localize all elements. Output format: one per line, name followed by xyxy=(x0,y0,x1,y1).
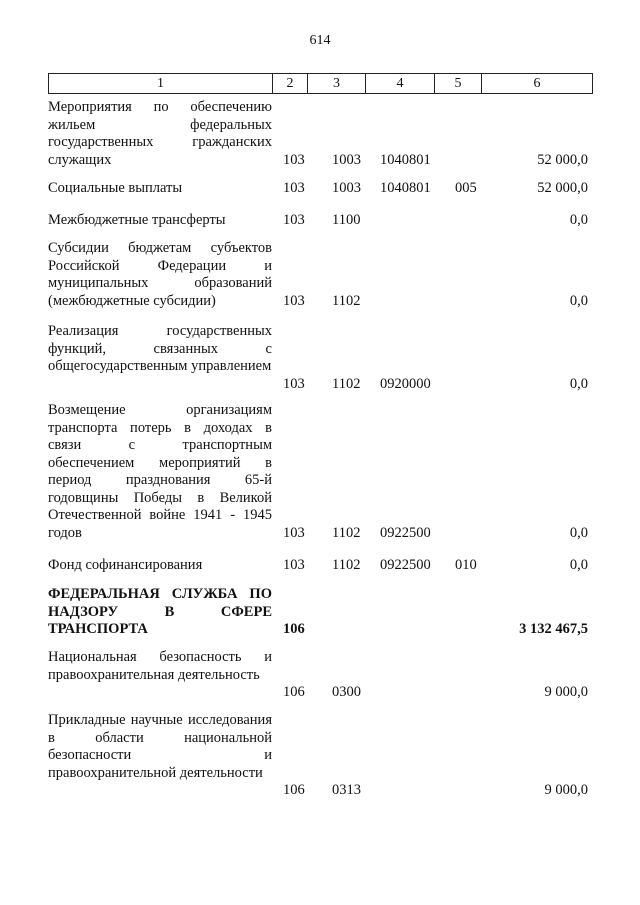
cell-c2: 106 xyxy=(283,621,305,637)
cell-c4: 0922500 xyxy=(380,524,431,541)
cell-c6: 0,0 xyxy=(569,557,588,573)
cell-c6: 52 000,0 xyxy=(537,180,588,196)
row-description: Национальная безопасность и правоохранительная деятельность xyxy=(48,649,272,683)
table-row xyxy=(48,240,588,310)
cell-c2: 106 xyxy=(283,782,305,798)
cell-c3: 1100 xyxy=(332,212,361,228)
table-row xyxy=(48,180,588,198)
cell-c5: 005 xyxy=(455,180,477,196)
row-description: Межбюджетные трансферты xyxy=(48,212,226,228)
table-row xyxy=(48,212,588,230)
cell-c3: 0300 xyxy=(332,684,361,700)
cell-c4: 1040801 xyxy=(380,151,431,168)
cell-c3: 1003 xyxy=(332,151,361,168)
cell-c2: 103 xyxy=(283,212,305,228)
cell-c3: 1003 xyxy=(332,180,361,196)
header-col-2: 2 xyxy=(273,74,308,93)
row-description: Субсидии бюджетам субъектов Российской Федерации и муниципальных образований (межбюджетные субсидии) xyxy=(48,240,272,309)
cell-c6: 9 000,0 xyxy=(544,782,588,798)
row-description: Социальные выплаты xyxy=(48,180,183,196)
cell-c6: 0,0 xyxy=(569,524,588,541)
header-col-1: 1 xyxy=(49,74,273,93)
cell-c6: 9 000,0 xyxy=(544,684,588,700)
table-row xyxy=(48,586,588,639)
cell-c4: 0920000 xyxy=(380,375,431,392)
cell-c6: 3 132 467,5 xyxy=(519,621,588,637)
table-row xyxy=(48,323,588,393)
row-description: ФЕДЕРАЛЬНАЯ СЛУЖБА ПО НАДЗОРУ В СФЕРЕ ТРАНСПОРТА xyxy=(48,586,272,637)
cell-c6: 52 000,0 xyxy=(537,151,588,168)
header-col-6: 6 xyxy=(533,76,541,91)
cell-c3: 1102 xyxy=(332,375,361,392)
cell-c3: 1102 xyxy=(332,524,361,541)
table-row xyxy=(48,557,588,575)
row-description: Фонд софинансирования xyxy=(48,557,203,573)
cell-c2: 103 xyxy=(283,524,305,541)
row-description: Прикладные научные исследования в области национальной безопасности и правоохранительной деятельности xyxy=(48,712,272,781)
cell-c2: 103 xyxy=(283,151,305,168)
row-description: Возмещение организациям транспорта потерь в доходах в связи с транспортным обеспечением мероприятий в период празднования 65-й годовщины Победы в Великой Отечественной войне 1941 - 1945 годов xyxy=(48,402,272,541)
cell-c4: 0922500 xyxy=(380,557,431,573)
cell-c6: 0,0 xyxy=(569,292,588,309)
cell-c6: 0,0 xyxy=(569,212,588,228)
row-description: Реализация государственных функций, связанных с общегосударственным управлением xyxy=(48,323,272,374)
table-row xyxy=(48,402,588,542)
cell-c3: 1102 xyxy=(332,557,361,573)
page-number: 614 xyxy=(309,33,331,48)
table-row xyxy=(48,99,588,169)
cell-c3: 0313 xyxy=(332,782,361,798)
header-col-5: 5 xyxy=(435,74,482,93)
cell-c2: 103 xyxy=(283,557,305,573)
cell-c3: 1102 xyxy=(332,292,361,309)
cell-c2: 103 xyxy=(283,292,305,309)
table-header xyxy=(48,73,593,94)
cell-c6: 0,0 xyxy=(569,375,588,392)
header-col-4: 4 xyxy=(366,74,435,93)
cell-c2: 103 xyxy=(283,375,305,392)
table-row xyxy=(48,649,588,702)
table-row xyxy=(48,712,588,800)
cell-c4: 1040801 xyxy=(380,180,431,196)
cell-c2: 103 xyxy=(283,180,305,196)
row-description: Мероприятия по обеспечению жильем федеральных государственных гражданских служащих xyxy=(48,99,272,168)
cell-c5: 010 xyxy=(455,557,477,573)
header-col-3: 3 xyxy=(308,74,366,93)
cell-c2: 106 xyxy=(283,684,305,700)
